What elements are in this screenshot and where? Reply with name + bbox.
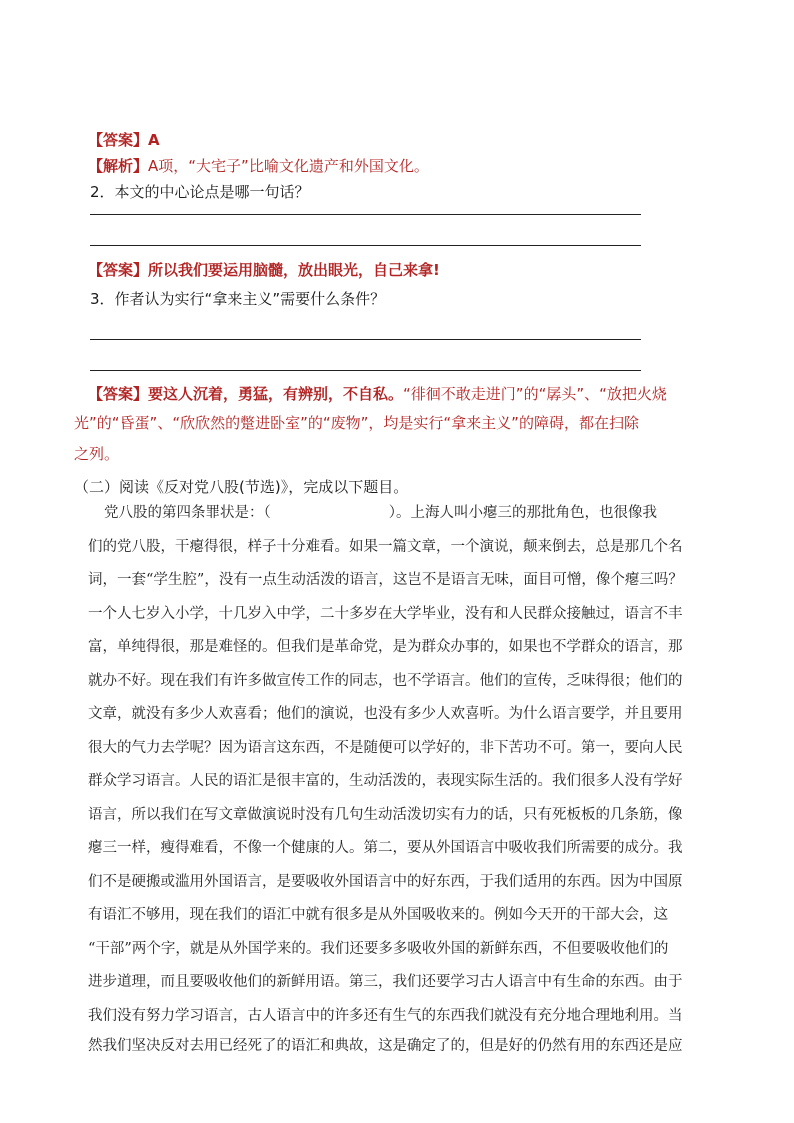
answer-line-q3-2: 光”的“昏蛋”、“欣欣然的蹩进卧室”的“废物”，均是实行“拿来主义”的障碍，都在扫除: [74, 414, 639, 432]
essay-passage-end: [88, 1006, 710, 1054]
answer-text-continued: “徘徊不敢走进门”的“孱头”、“放把火烧: [403, 385, 667, 403]
essay-line: 一个人七岁入小学，十几岁入中学，二十多岁在大学毕业，没有和人民群众接触过，语言不丰: [88, 605, 683, 622]
essay-line: 有语汇不够用，现在我们的语汇中就有很多是从外国吸收来的。例如今天开的干部大会，这: [88, 907, 668, 923]
essay-line: 然我们坚决反对去用已经死了的语汇和典故，这是确定了的，但是好的仍然有用的东西还是应: [88, 1038, 683, 1054]
essay-line: 我们没有努力学习语言，古人语言中的许多还有生气的东西我们就没有充分地合理地利用。当: [88, 1007, 683, 1024]
essay-line: 词，一套“学生腔”，没有一点生动活泼的语言，这岂不是语言无味，面目可憎，像个瘪三吗？: [88, 572, 683, 588]
essay-text: ）。上海人叫小瘪三的那批角色，也很像我: [388, 505, 657, 521]
analysis-text: A项，“大宅子”比喻文化遗产和外国文化。: [148, 157, 429, 175]
answer-blank-line: [90, 370, 641, 371]
answer-blank-line: [90, 245, 641, 246]
answer-tag: 【答案】: [88, 385, 149, 403]
essay-line: 瘪三一样，瘦得难看，不像一个健康的人。第二，要从外国语言中吸收我们所需要的成分。我: [88, 840, 683, 856]
essay-line: 进步道理，而且要吸收他们的新鲜用语。第三，我们还要学习古人语言中有生命的东西。由于: [88, 974, 683, 990]
analysis-tag: 【解析】: [88, 157, 149, 175]
question-2: 2．本文的中心论点是哪一句话？: [90, 183, 310, 201]
question-3: 3．作者认为实行“拿来主义”需要什么条件？: [90, 290, 386, 308]
analysis-line-q1: [88, 156, 429, 176]
answer-blank-line: [90, 214, 641, 215]
answer-text: A: [148, 131, 160, 149]
essay-line: 富，单纯得很，那是难怪的。但我们是革命党，是为群众办事的，如果也不学群众的语言，那: [88, 639, 683, 655]
answer-text: 所以我们要运用脑髓，放出眼光，自己来拿!: [148, 261, 440, 279]
answer-tag: 【答案】: [88, 131, 149, 149]
essay-line: 语言，所以我们在写文章做演说时没有几句生动活泼切实有力的话，只有死板板的几条筋，像: [88, 806, 683, 823]
answer-tag: 【答案】: [88, 261, 149, 279]
essay-line: 群众学习语言。人民的语汇是很丰富的，生动活泼的，表现实际生活的。我们很多人没有学好: [88, 773, 683, 789]
essay-line: [104, 503, 657, 523]
answer-line-q3-3: 之列。: [74, 445, 120, 463]
essay-passage: [88, 503, 710, 1043]
essay-line: 就办不好。现在我们有许多做宣传工作的同志，也不学语言。他们的宣传，乏味得很；他们的: [88, 672, 683, 689]
essay-line: 们的党八股，干瘪得很，样子十分难看。如果一篇文章，一个演说，颠来倒去，总是那几个名: [88, 538, 683, 555]
essay-line: 们不是硬搬或滥用外国语言，是要吸收外国语言中的好东西，于我们适用的东西。因为中国原: [88, 873, 683, 890]
answer-text: 要这人沉着，勇猛，有辨别，不自私。: [148, 385, 404, 403]
essay-line: 文章，就没有多少人欢喜看；他们的演说，也没有多少人欢喜听。为什么语言要学，并且要用: [88, 706, 683, 722]
section-heading: （二）阅读《反对党八股(节选)》，完成以下题目。: [74, 478, 409, 496]
essay-text: 党八股的第四条罪状是：（: [104, 505, 271, 521]
answer-blank-line: [90, 339, 641, 340]
essay-line: 很大的气力去学呢？因为语言这东西，不是随便可以学好的，非下苦功不可。第一，要向人民: [88, 739, 683, 756]
answer-line-q1: [88, 130, 160, 150]
essay-line: “干部”两个字，就是从外国学来的。我们还要多多吸收外国的新鲜东西，不但要吸收他们的: [88, 940, 669, 957]
answer-line-q2: [88, 260, 440, 280]
answer-line-q3: [88, 384, 667, 404]
